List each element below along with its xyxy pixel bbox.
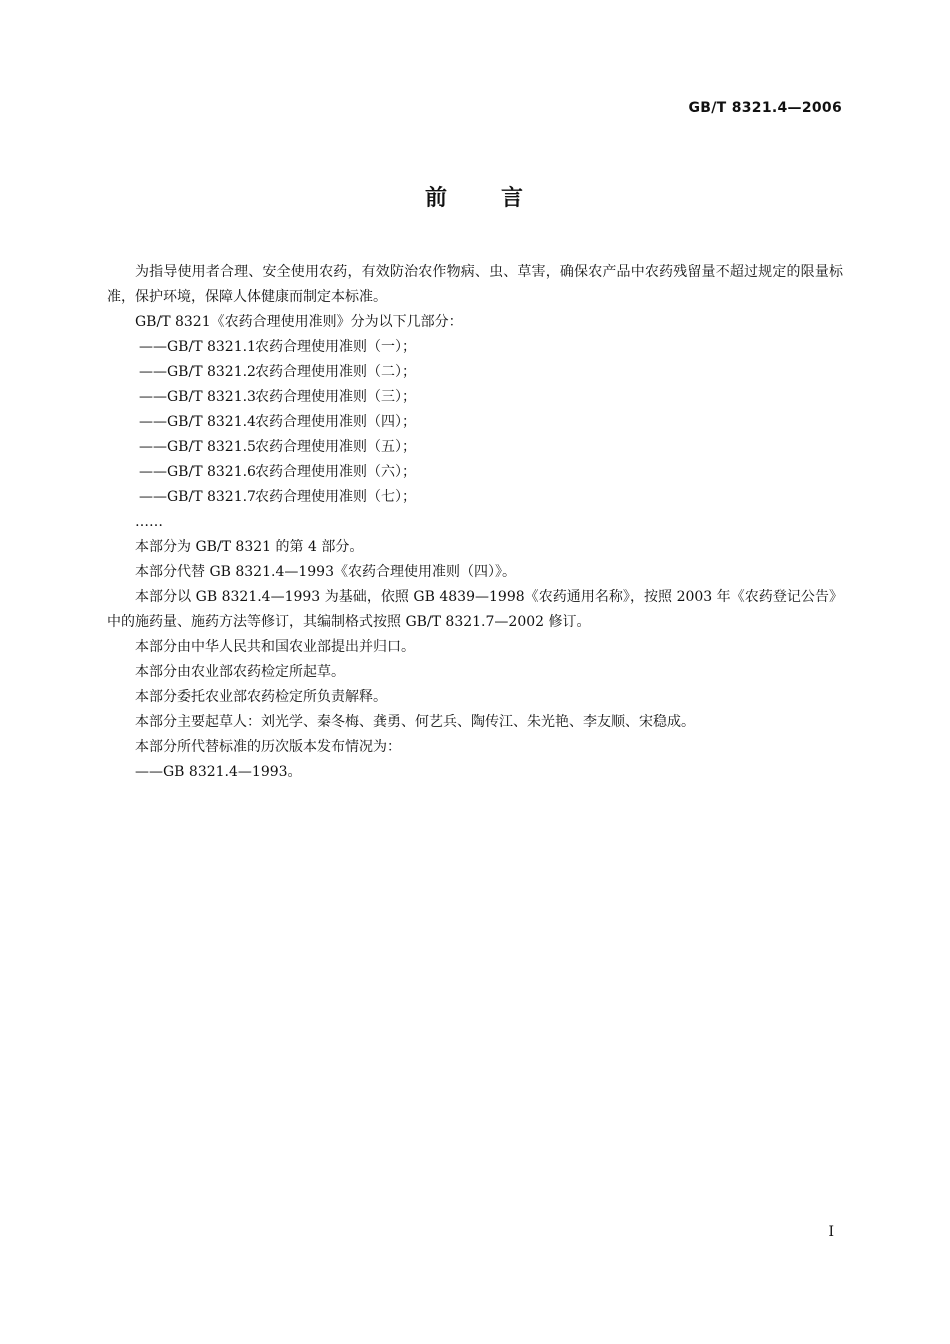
ellipsis: …… bbox=[135, 514, 163, 530]
list-item bbox=[107, 485, 843, 510]
list-item bbox=[107, 435, 843, 460]
page-title bbox=[0, 181, 950, 212]
paragraph-drafter: 本部分由农业部农药检定所起草。 bbox=[135, 664, 345, 680]
part-name: 农药合理使用准则（三）； bbox=[255, 389, 416, 405]
paragraph-part-number: 本部分为 GB/T 8321 的第 4 部分。 bbox=[135, 539, 364, 555]
page-number: I bbox=[828, 1224, 834, 1240]
part-name: 农药合理使用准则（一）； bbox=[255, 339, 416, 355]
paragraph-basis: 本部分以 GB 8321.4—1993 为基础，依照 GB 4839—1998《农药通用名称》，按照 2003 年《农药登记公告》中的施药量、施药方法等修订，其编制格式按照 GB/T 8321.7—2002 修订。 bbox=[107, 589, 843, 630]
paragraph-purpose: 为指导使用者合理、安全使用农药，有效防治农作物病、虫、草害，确保农产品中农药残留量不超过规定的限量标准，保护环境，保障人体健康而制定本标准。 bbox=[107, 264, 843, 305]
part-name: 农药合理使用准则（四）； bbox=[255, 414, 416, 430]
paragraph-proposer: 本部分由中华人民共和国农业部提出并归口。 bbox=[135, 639, 415, 655]
list-item bbox=[107, 385, 843, 410]
part-code: ——GB/T 8321.2 bbox=[139, 364, 256, 380]
title-char-2: 言 bbox=[501, 186, 526, 211]
part-code: ——GB/T 8321.1 bbox=[139, 339, 256, 355]
part-name: 农药合理使用准则（六）； bbox=[255, 464, 416, 480]
title-char-1: 前 bbox=[424, 186, 449, 211]
list-item bbox=[107, 410, 843, 435]
history-item: ——GB 8321.4—1993。 bbox=[135, 764, 302, 780]
foreword-body bbox=[107, 260, 843, 785]
list-item bbox=[107, 460, 843, 485]
part-name: 农药合理使用准则（五）； bbox=[255, 439, 416, 455]
part-code: ——GB/T 8321.6 bbox=[139, 464, 256, 480]
part-code: ——GB/T 8321.4 bbox=[139, 414, 256, 430]
paragraph-parts-intro: GB/T 8321《农药合理使用准则》分为以下几部分： bbox=[135, 314, 463, 330]
list-item bbox=[107, 360, 843, 385]
paragraph-authors: 本部分主要起草人：刘光学、秦冬梅、龚勇、何艺兵、陶传江、朱光艳、李友顺、宋稳成。 bbox=[135, 714, 695, 730]
paragraph-replaces: 本部分代替 GB 8321.4—1993《农药合理使用准则（四）》。 bbox=[135, 564, 516, 580]
standard-code-header: GB/T 8321.4—2006 bbox=[688, 100, 842, 116]
part-name: 农药合理使用准则（二）； bbox=[255, 364, 416, 380]
part-code: ——GB/T 8321.7 bbox=[139, 489, 256, 505]
part-code: ——GB/T 8321.3 bbox=[139, 389, 256, 405]
list-item bbox=[107, 335, 843, 360]
part-name: 农药合理使用准则（七）； bbox=[255, 489, 416, 505]
part-code: ——GB/T 8321.5 bbox=[139, 439, 256, 455]
paragraph-interpreter: 本部分委托农业部农药检定所负责解释。 bbox=[135, 689, 387, 705]
paragraph-history-intro: 本部分所代替标准的历次版本发布情况为： bbox=[135, 739, 401, 755]
